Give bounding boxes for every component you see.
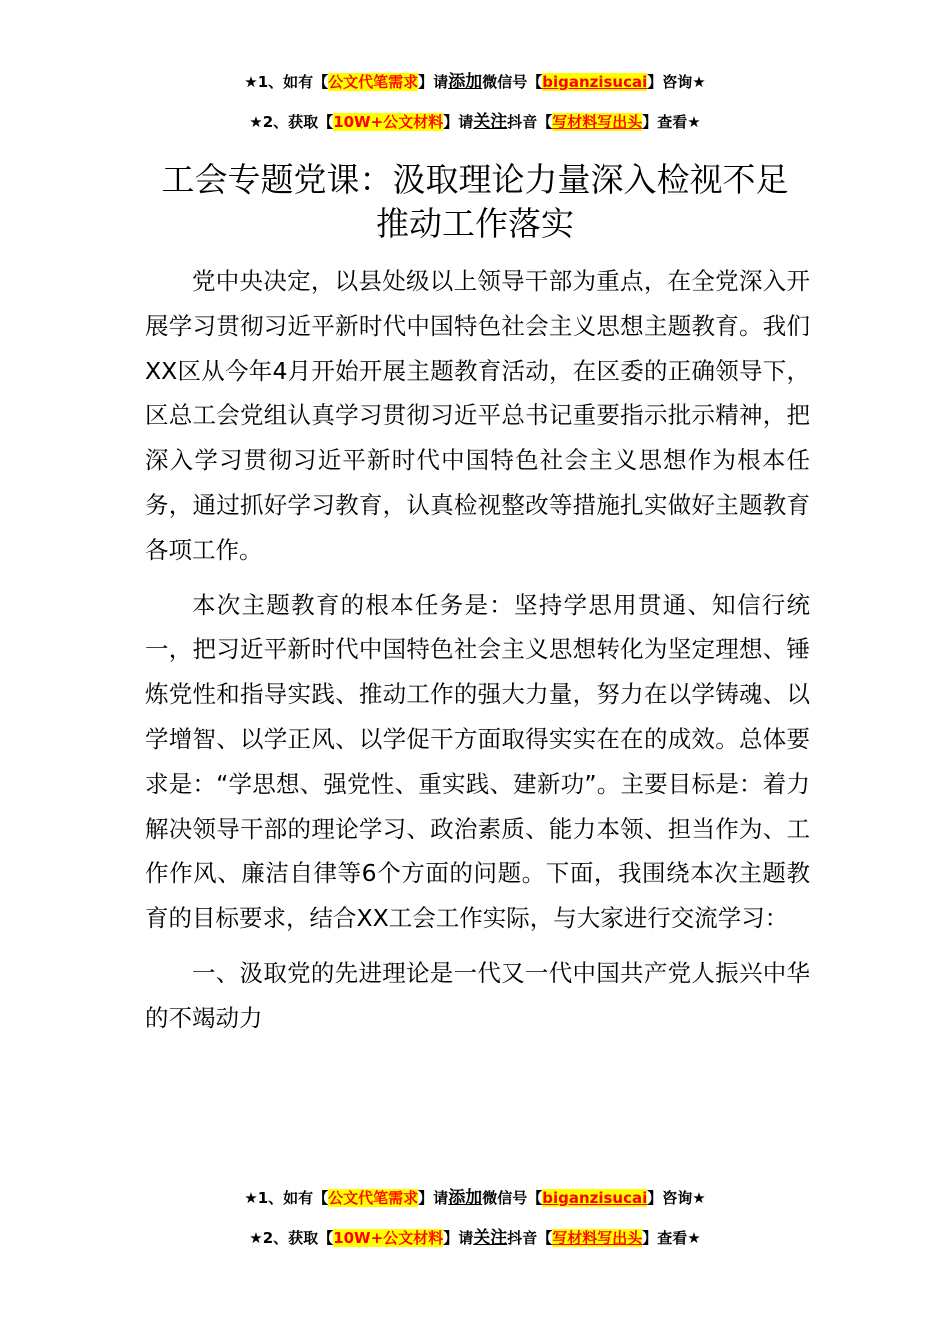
promo-prefix: ★2、获取【 xyxy=(249,113,334,131)
promo-prefix: ★2、获取【 xyxy=(249,1229,334,1247)
promo-prefix: ★1、如有【 xyxy=(244,1189,329,1207)
paragraph-2: 本次主题教育的根本任务是：坚持学思用贯通、知信行统一，把习近平新时代中国特色社会主义思想转化为坚定理想、锤炼党性和指导实践、推动工作的强大力量，努力在以学铸魂、以学增智、以学正风、以学促干方面取得实实在在的成效。总体要求是：“学思想、强党性、重实践、建新功”。主要目标是：着力解决领导干部的理论学习、政治素质、能力本领、担当作为、工作作风、廉洁自律等6个方面的问题。下面，我围绕本次主题教育的目标要求，结合XX工会工作实际，与大家进行交流学习： xyxy=(145,590,810,933)
document-body xyxy=(145,259,810,1041)
promo-suffix: 】查看★ xyxy=(642,1229,701,1247)
promo-text: 】请 xyxy=(418,73,449,91)
header-promo-line-1 xyxy=(0,71,950,93)
promo-text: 微信号【 xyxy=(482,1189,543,1207)
header-promo-line-2 xyxy=(0,111,950,133)
promo-emphasis: 添加 xyxy=(448,1188,483,1208)
wechat-id-link[interactable]: biganzisucai xyxy=(542,1189,648,1207)
promo-text: 】请 xyxy=(418,1189,449,1207)
paragraph-1: 党中央决定，以县处级以上领导干部为重点，在全党深入开展学习贯彻习近平新时代中国特色社会主义思想主题教育。我们XX区从今年4月开始开展主题教育活动，在区委的正确领导下，区总工会党组认真学习贯彻习近平总书记重要指示批示精神，把深入学习贯彻习近平新时代中国特色社会主义思想作为根本任务，通过抓好学习教育，认真检视整改等措施扎实做好主题教育各项工作。 xyxy=(145,267,810,564)
promo-text: 】请 xyxy=(443,113,474,131)
promo-suffix: 】查看★ xyxy=(642,113,701,131)
douyin-account-link[interactable]: 写材料写出头 xyxy=(552,113,643,131)
promo-suffix: 】咨询★ xyxy=(647,1189,706,1207)
promo-text: 】请 xyxy=(443,1229,474,1247)
footer-promo-line-2 xyxy=(0,1227,950,1249)
promo-text: 抖音【 xyxy=(507,113,553,131)
promo-highlight: 公文代笔需求 xyxy=(328,73,419,91)
title-line-2: 推动工作落实 xyxy=(376,204,574,243)
footer-promo-line-1 xyxy=(0,1187,950,1209)
promo-text: 微信号【 xyxy=(482,73,543,91)
promo-highlight: 10W+公文材料 xyxy=(333,113,444,131)
document-title xyxy=(140,158,810,246)
promo-highlight: 公文代笔需求 xyxy=(328,1189,419,1207)
wechat-id-link[interactable]: biganzisucai xyxy=(542,73,648,91)
promo-text: 抖音【 xyxy=(507,1229,553,1247)
promo-emphasis: 关注 xyxy=(473,1228,508,1248)
douyin-account-link[interactable]: 写材料写出头 xyxy=(552,1229,643,1247)
promo-emphasis: 关注 xyxy=(473,112,508,132)
section-heading-1: 一、汲取党的先进理论是一代又一代中国共产党人振兴中华的不竭动力 xyxy=(145,958,810,1032)
promo-emphasis: 添加 xyxy=(448,72,483,92)
promo-suffix: 】咨询★ xyxy=(647,73,706,91)
title-line-1: 工会专题党课：汲取理论力量深入检视不足 xyxy=(161,160,789,199)
promo-prefix: ★1、如有【 xyxy=(244,73,329,91)
promo-highlight: 10W+公文材料 xyxy=(333,1229,444,1247)
